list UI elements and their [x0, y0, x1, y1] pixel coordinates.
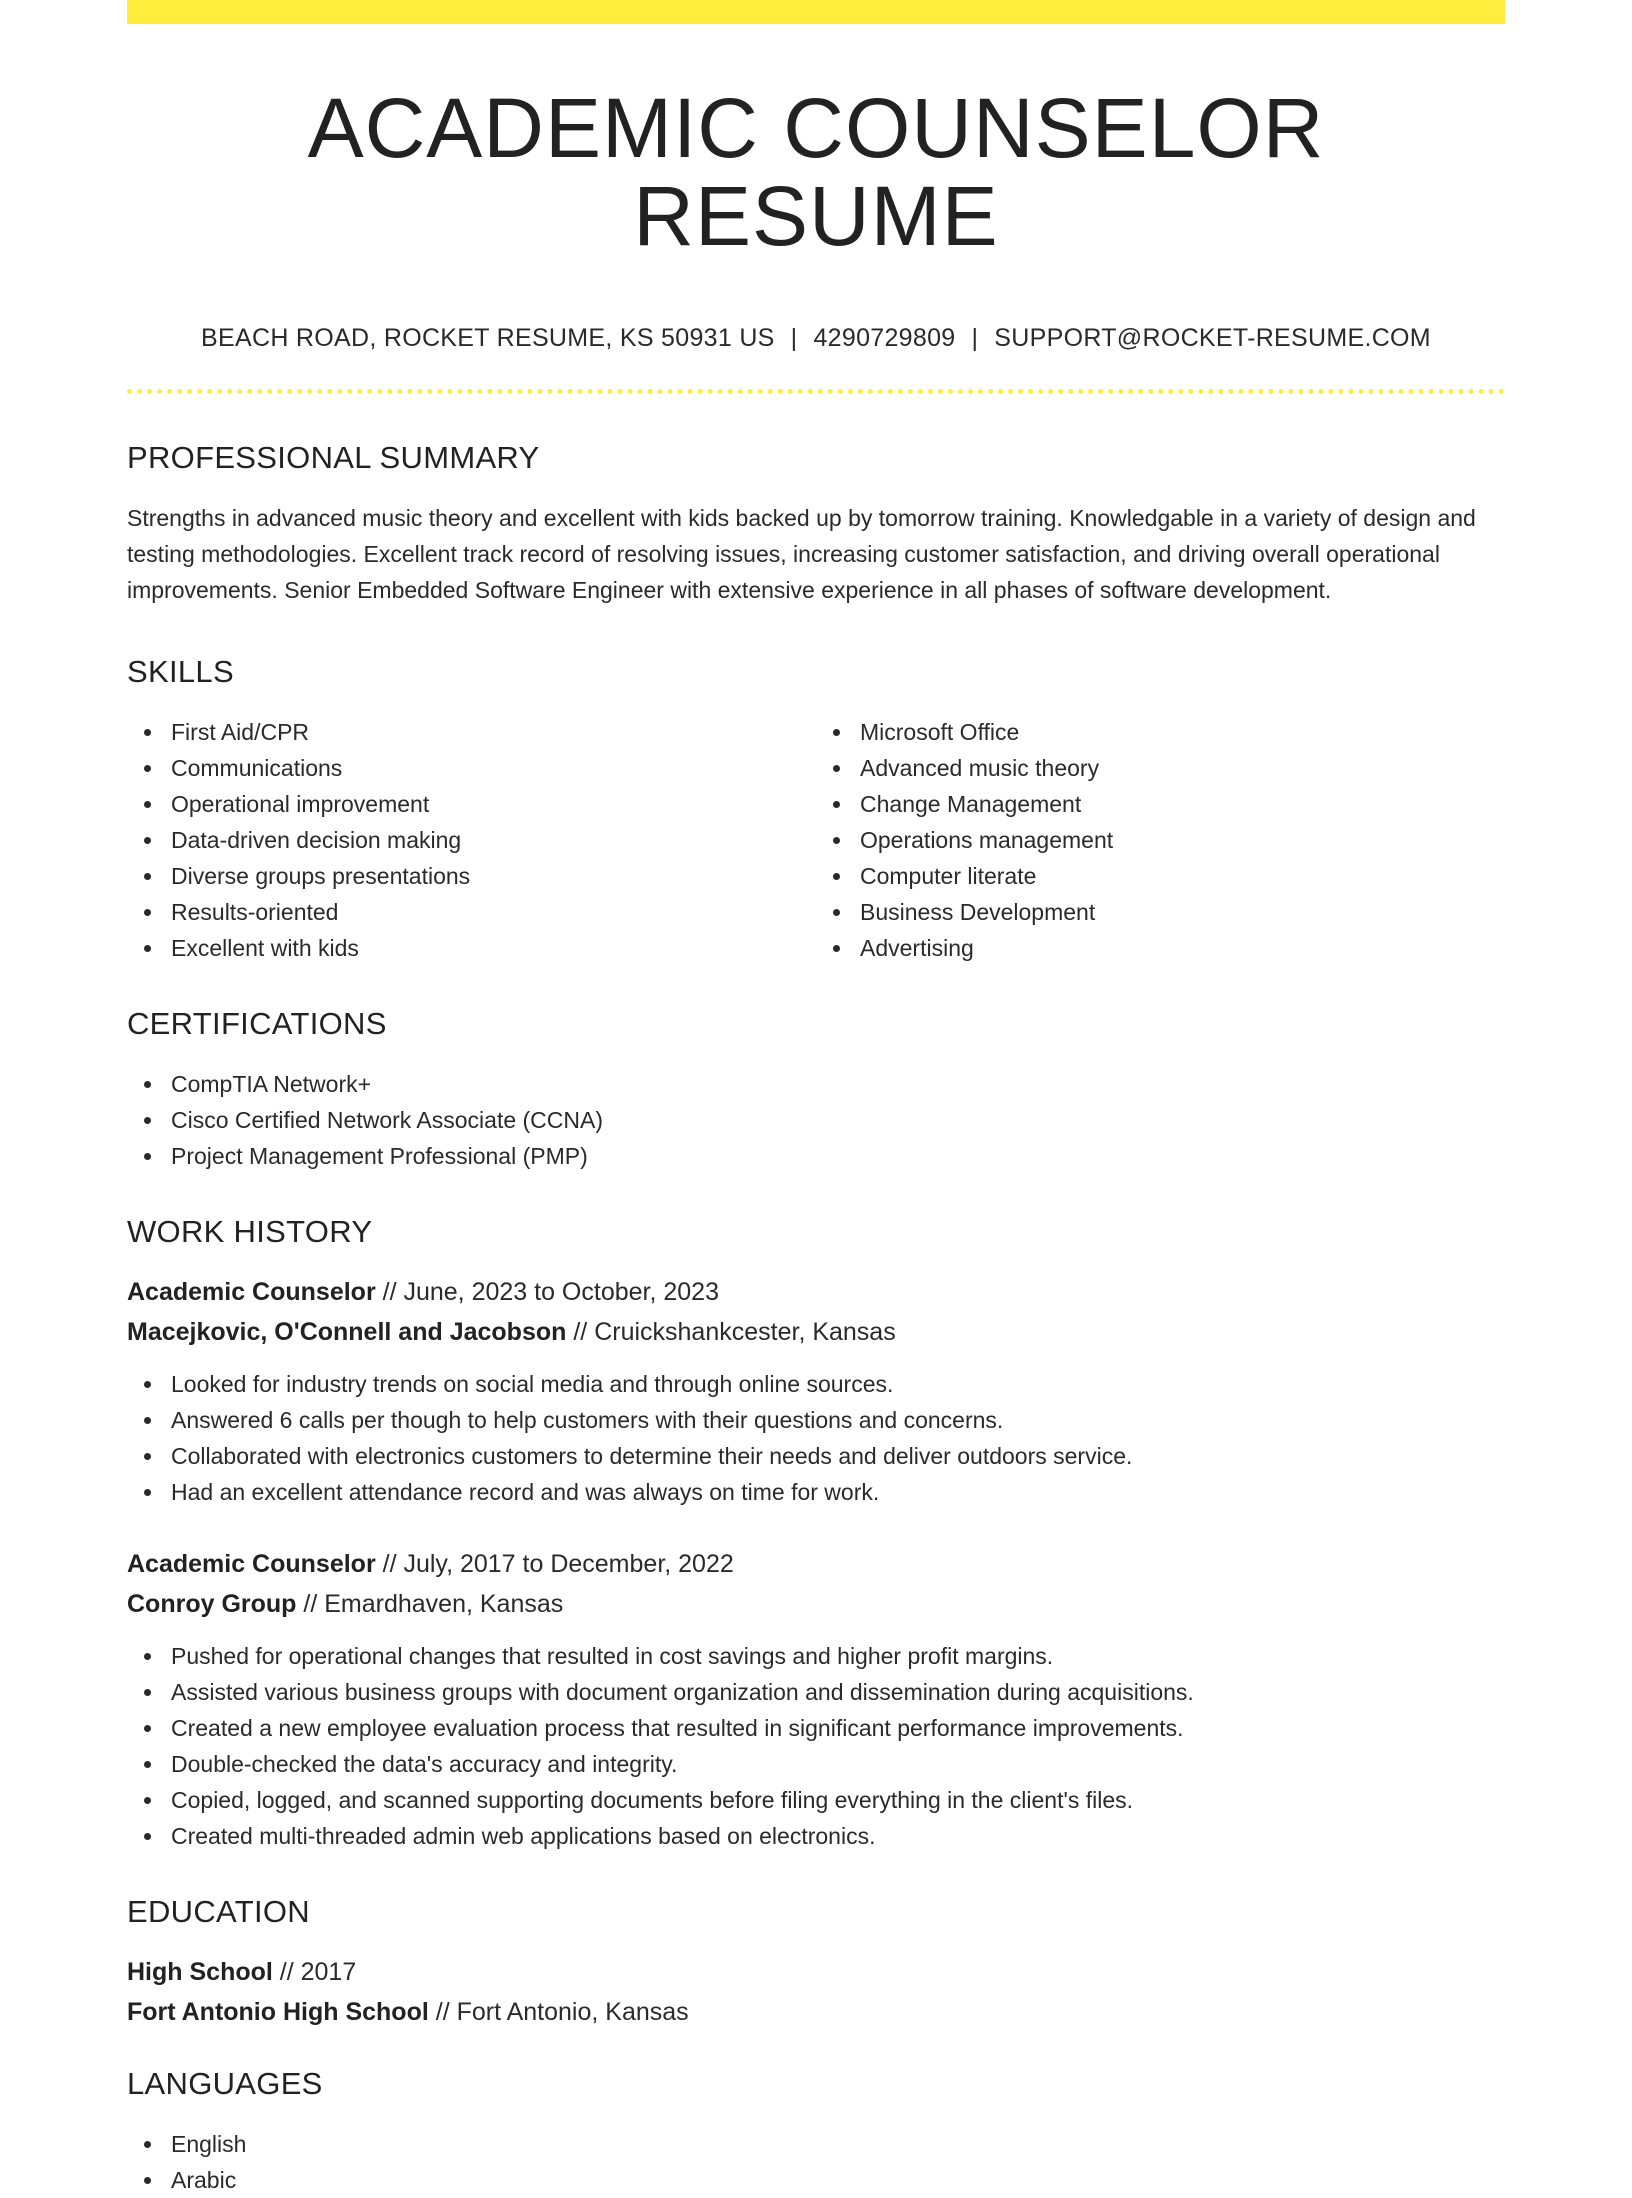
list-item: Double-checked the data's accuracy and integrity.: [127, 1746, 1505, 1782]
education-location: // Fort Antonio, Kansas: [428, 1998, 689, 2027]
resume-title: ACADEMIC COUNSELOR RESUME: [307, 81, 1325, 264]
job-dates: // July, 2017 to December, 2022: [375, 1550, 734, 1579]
job-bullets: [127, 1638, 1505, 1854]
job-role: Academic Counselor: [127, 1278, 376, 1307]
education-degree: High School: [127, 1958, 273, 1987]
contact-separator: |: [790, 324, 798, 353]
list-item: Looked for industry trends on social media and through online sources.: [127, 1366, 1505, 1402]
list-item: Project Management Professional (PMP): [127, 1138, 1505, 1174]
section-title-languages: LANGUAGES: [127, 2066, 323, 2102]
job-role-line: [127, 1544, 1505, 1584]
skills-left-list: [127, 714, 816, 966]
certifications-list: [127, 1066, 1505, 1174]
job-company: Macejkovic, O'Connell and Jacobson: [127, 1318, 567, 1347]
list-item: Collaborated with electronics customers to determine their needs and deliver outdoors service.: [127, 1438, 1505, 1474]
section-title-skills: SKILLS: [127, 654, 234, 690]
list-item: Excellent with kids: [127, 930, 816, 966]
contact-line: [127, 324, 1505, 353]
job-company-line: [127, 1312, 1505, 1352]
section-title-education: EDUCATION: [127, 1894, 310, 1930]
education-school-line: [127, 1992, 1505, 2032]
list-item: Arabic: [127, 2162, 1505, 2198]
education-year: // 2017: [272, 1958, 357, 1987]
list-item: Answered 6 calls per though to help customers with their questions and concerns.: [127, 1402, 1505, 1438]
list-item: Microsoft Office: [816, 714, 1505, 750]
dotted-divider: [127, 389, 1505, 394]
job-bullets: [127, 1366, 1505, 1510]
job-company-line: [127, 1584, 1505, 1624]
education-entry: [127, 1952, 1505, 2032]
list-item: Assisted various business groups with document organization and dissemination during acquisitions.: [127, 1674, 1505, 1710]
list-item: Computer literate: [816, 858, 1505, 894]
list-item: Business Development: [816, 894, 1505, 930]
list-item: Had an excellent attendance record and was always on time for work.: [127, 1474, 1505, 1510]
section-title-summary: PROFESSIONAL SUMMARY: [127, 440, 540, 476]
contact-address: BEACH ROAD, ROCKET RESUME, KS 50931 US: [201, 324, 775, 353]
list-item: Advanced music theory: [816, 750, 1505, 786]
job-location: // Emardhaven, Kansas: [296, 1590, 564, 1619]
summary-text: Strengths in advanced music theory and excellent with kids backed up by tomorrow training. Knowledgable in a variety of design and testing methodologies. Excellent track record of resolving issues, increasing customer satisfaction, and driving overall operational improvements. Senior Embedded Software Engineer with extensive experience in all phases of software development.: [127, 505, 1476, 604]
skills-grid: [127, 714, 1505, 966]
job-role-line: [127, 1272, 1505, 1312]
section-title-work-history: WORK HISTORY: [127, 1214, 373, 1250]
contact-phone: 4290729809: [813, 324, 956, 353]
list-item: Operations management: [816, 822, 1505, 858]
section-title-certifications: CERTIFICATIONS: [127, 1006, 387, 1042]
job-entry: [127, 1272, 1505, 1510]
contact-separator: |: [971, 324, 979, 353]
list-item: CompTIA Network+: [127, 1066, 1505, 1102]
list-item: Copied, logged, and scanned supporting documents before filing everything in the client's files.: [127, 1782, 1505, 1818]
skills-right-list: [816, 714, 1505, 966]
education-degree-line: [127, 1952, 1505, 1992]
list-item: Advertising: [816, 930, 1505, 966]
education-school: Fort Antonio High School: [127, 1998, 429, 2027]
list-item: Cisco Certified Network Associate (CCNA): [127, 1102, 1505, 1138]
accent-top-bar: [127, 0, 1505, 24]
job-location: // Cruickshankcester, Kansas: [566, 1318, 896, 1347]
list-item: Created multi-threaded admin web applications based on electronics.: [127, 1818, 1505, 1854]
list-item: Results-oriented: [127, 894, 816, 930]
list-item: Diverse groups presentations: [127, 858, 816, 894]
list-item: Created a new employee evaluation process that resulted in significant performance improvements.: [127, 1710, 1505, 1746]
contact-email[interactable]: SUPPORT@ROCKET-RESUME.COM: [994, 324, 1431, 353]
job-dates: // June, 2023 to October, 2023: [375, 1278, 719, 1307]
list-item: Pushed for operational changes that resulted in cost savings and higher profit margins.: [127, 1638, 1505, 1674]
list-item: English: [127, 2126, 1505, 2162]
list-item: Change Management: [816, 786, 1505, 822]
job-entry: [127, 1544, 1505, 1854]
list-item: Operational improvement: [127, 786, 816, 822]
job-company: Conroy Group: [127, 1590, 297, 1619]
list-item: Data-driven decision making: [127, 822, 816, 858]
list-item: First Aid/CPR: [127, 714, 816, 750]
job-role: Academic Counselor: [127, 1550, 376, 1579]
list-item: Communications: [127, 750, 816, 786]
languages-list: [127, 2126, 1505, 2198]
